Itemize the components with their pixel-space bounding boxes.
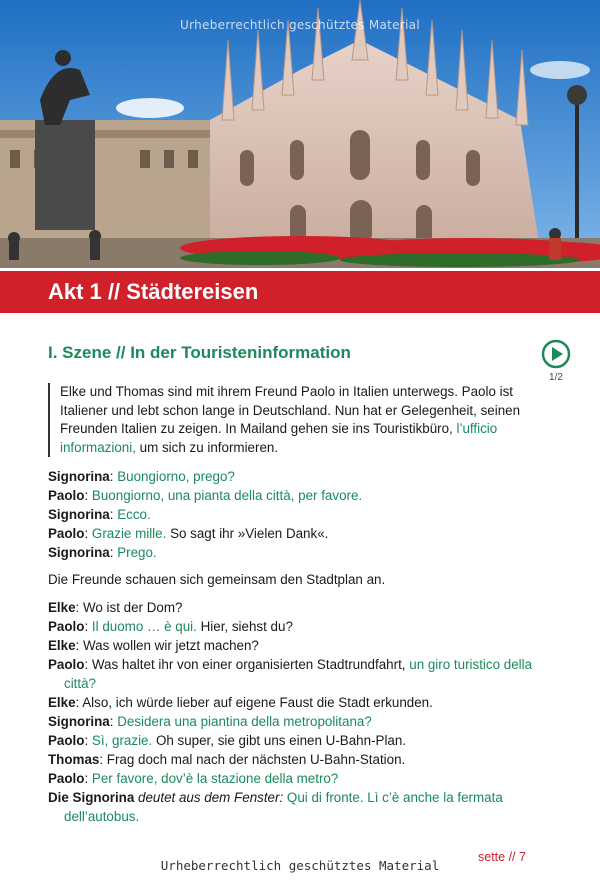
italian-phrase: Sì, grazie. <box>91 733 153 748</box>
narration: Die Freunde schauen sich gemeinsam den Stadtplan an. <box>48 572 386 587</box>
dialog-line: Paolo: Grazie mille. So sagt ihr »Vielen Dank«. <box>48 526 329 541</box>
audio-track-number: 1/2 <box>549 372 563 383</box>
chapter-banner <box>0 271 600 313</box>
italian-phrase: Grazie mille. <box>91 526 167 541</box>
german-text: : Was haltet ihr von einer organisierten Stadtrundfahrt, <box>84 657 410 672</box>
italian-phrase: Desidera una piantina della metropolitana? <box>117 714 372 729</box>
dialog-line: Paolo: Per favore, dov’è la stazione della metro? <box>48 771 339 786</box>
italian-phrase: un giro turistico della città? <box>64 657 533 691</box>
watermark-top: Urheberrechtlich geschütztes Material <box>180 18 420 32</box>
german-text: : Was wollen wir jetzt machen? <box>75 638 259 653</box>
italian-phrase: Il duomo … è qui. <box>91 619 197 634</box>
speaker: Elke <box>48 600 76 615</box>
page-number: sette // 7 <box>478 850 526 864</box>
dialog-line <box>48 694 558 713</box>
speaker: Elke <box>48 638 76 653</box>
speaker: Signorina <box>48 545 110 560</box>
italian-phrase: Qui di fronte. Lì c’è anche la fermata dell’autobus. <box>64 790 503 824</box>
italian-phrase: Ecco. <box>117 507 151 522</box>
german-text: : Frag doch mal nach der nächsten U-Bahn-Station. <box>99 752 406 767</box>
speaker: Die Signorina <box>48 790 135 805</box>
german-text: Hier, siehst du? <box>196 619 293 634</box>
dialog-line <box>48 789 558 826</box>
intro-italian: l’ufficio informazioni, <box>60 421 498 455</box>
speaker: Paolo <box>48 488 85 503</box>
italian-phrase: Buongiorno, una pianta della città, per favore. <box>91 488 363 503</box>
header-photo <box>0 0 600 268</box>
play-audio-icon[interactable] <box>541 339 571 369</box>
dialog-line: Signorina: Buongiorno, prego? <box>48 469 235 484</box>
speaker: Paolo <box>48 733 85 748</box>
dialog-line: Paolo: Il duomo … è qui. Hier, siehst du? <box>48 619 293 634</box>
speaker: Elke <box>48 695 76 710</box>
intro-text-2: um sich zu informieren. <box>135 439 279 455</box>
german-text: Oh super, sie gibt uns einen U-Bahn-Plan. <box>152 733 407 748</box>
chapter-title: Akt 1 // Städtereisen <box>48 279 259 304</box>
dialog-line <box>48 599 558 618</box>
watermark-bottom: Urheberrechtlich geschütztes Material <box>160 858 440 873</box>
stage-direction: deutet aus dem Fenster: <box>134 790 284 805</box>
speaker: Signorina <box>48 507 110 522</box>
dialog-line: Paolo: Buongiorno, una pianta della città, per favore. <box>48 488 363 503</box>
speaker: Thomas <box>48 752 100 767</box>
german-text: So sagt ihr »Vielen Dank«. <box>166 526 329 541</box>
dialog-line: Signorina: Prego. <box>48 545 157 560</box>
dialog-line <box>48 751 558 770</box>
german-text: : Also, ich würde lieber auf eigene Faust die Stadt erkunden. <box>75 695 433 710</box>
italian-phrase: Buongiorno, prego? <box>117 469 235 484</box>
italian-phrase: Prego. <box>117 545 157 560</box>
speaker: Paolo <box>48 771 85 786</box>
dialog-line: Signorina: Ecco. <box>48 507 151 522</box>
scene-title: I. Szene // In der Touristeninformation <box>48 343 351 362</box>
milan-cathedral-image <box>0 0 600 268</box>
speaker: Signorina <box>48 714 110 729</box>
speaker: Paolo <box>48 619 85 634</box>
intro-paragraph <box>48 383 548 457</box>
speaker: Paolo <box>48 526 85 541</box>
speaker: Paolo <box>48 657 85 672</box>
dialog-line <box>48 656 558 693</box>
dialog-line: Paolo: Sì, grazie. Oh super, sie gibt uns einen U-Bahn-Plan. <box>48 733 407 748</box>
dialog-line <box>48 637 558 656</box>
german-text: : Wo ist der Dom? <box>75 600 183 615</box>
intro-text-1: Elke und Thomas sind mit ihrem Freund Paolo in Italien unterwegs. Paolo ist Italiener und lebt schon lange in Deutschland. Nun hat er Gelegenheit, seinen Freunden Italien zu zeigen. In Mailand gehen sie ins Touristikbüro, <box>60 384 521 437</box>
speaker: Signorina <box>48 469 110 484</box>
dialog-line: Signorina: Desidera una piantina della metropolitana? <box>48 714 372 729</box>
italian-phrase: Per favore, dov’è la stazione della metro? <box>91 771 339 786</box>
